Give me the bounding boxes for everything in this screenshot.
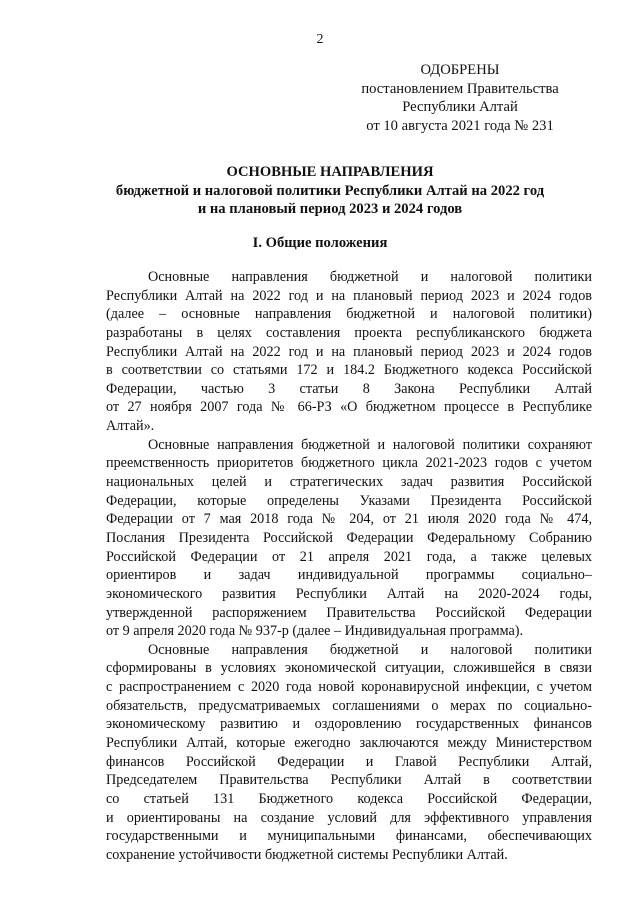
paragraph-line: Федерации, частью 3 статьи 8 Закона Республики Алтай <box>106 380 592 397</box>
paragraph-line: в соответствии со статьями 172 и 184.2 Бюджетного кодекса Российской <box>106 362 592 379</box>
paragraph-line: преемственность приоритетов бюджетного цикла 2021-2023 годов с учетом <box>106 455 592 472</box>
paragraph-line: с распространением с 2020 года новой коронавирусной инфекции, с учетом <box>106 679 592 696</box>
paragraph-line: финансов Российской Федерации и Главой Республики Алтай, <box>106 753 592 770</box>
paragraph-line: со статьей 131 Бюджетного кодекса Российской Федерации, <box>106 790 592 807</box>
paragraph-line: сформированы в условиях экономической ситуации, сложившейся в связи <box>106 660 592 677</box>
paragraph-line: обязательств, предусматриваемых соглашениями о мерах по социально- <box>106 697 592 714</box>
document-title <box>40 163 620 219</box>
approval-stamp <box>330 61 590 135</box>
paragraph-line: Федерации от 7 мая 2018 года № 204, от 21 июля 2020 года № 474, <box>106 511 592 528</box>
paragraph-line: Основные направления бюджетной и налоговой политики сохраняют <box>148 436 592 453</box>
paragraph-line: национальных целей и стратегических задач развития Российской <box>106 474 592 491</box>
paragraph-line: Основные направления бюджетной и налоговой политики <box>148 269 592 285</box>
paragraph-line: экономическому развитию и оздоровлению государственных финансов <box>106 716 592 733</box>
paragraph-line: государственными и муниципальными финансами, обеспечивающих <box>106 828 592 845</box>
paragraph-line: от 27 ноября 2007 года № 66-РЗ «О бюджетном процессе в Республике <box>106 399 592 416</box>
approval-line: ОДОБРЕНЫ <box>420 62 500 78</box>
paragraph-line: и ориентированы на создание условий для эффективного управления <box>106 809 592 826</box>
paragraph-line: Послания Президента Российской Федерации Федеральному Собранию <box>106 529 592 546</box>
paragraph-line: экономического развития Республики Алтай на 2020-2024 годы, <box>106 585 592 602</box>
paragraph-line: утвержденной распоряжением Правительства Российской Федерации <box>106 604 592 621</box>
paragraph-line: Председателем Правительства Республики Алтай в соответствии <box>106 772 592 789</box>
page-number: 2 <box>316 32 324 47</box>
paragraph-line: Алтай». <box>106 418 155 435</box>
title-line: ОСНОВНЫЕ НАПРАВЛЕНИЯ <box>226 164 434 180</box>
paragraph-line: Основные направления бюджетной и налоговой политики <box>148 641 592 658</box>
paragraph-line: сохранение устойчивости бюджетной системы Республики Алтай. <box>106 846 508 863</box>
paragraph-line: Республики Алтай на 2022 год и на плановый период 2023 и 2024 годов <box>106 287 592 304</box>
paragraph-line: (далее – основные направления бюджетной и налоговой политики) <box>106 306 592 323</box>
paragraph-line: разработаны в целях составления проекта республиканского бюджета <box>106 324 592 341</box>
approval-line: постановлением Правительства <box>361 80 559 97</box>
paragraph-line: Республики Алтай, которые ежегодно заключаются между Министерством <box>106 735 592 752</box>
paragraph-line: ориентиров и задач индивидуальной программы социально– <box>106 567 592 584</box>
approval-line: от 10 августа 2021 года № 231 <box>366 117 554 134</box>
body-text <box>106 268 592 865</box>
paragraph-line: Федерации, которые определены Указами Президента Российской <box>106 492 592 509</box>
title-line: и на плановый период 2023 и 2024 годов <box>197 201 463 218</box>
paragraph-line: Российской Федерации от 21 апреля 2021 года, а также целевых <box>106 548 592 565</box>
paragraph-line: Республики Алтай на 2022 год и на плановый период 2023 и 2024 годов <box>106 343 592 360</box>
section-heading: I. Общие положения <box>252 235 388 251</box>
approval-line: Республики Алтай <box>402 99 518 116</box>
paragraph-line: от 9 апреля 2020 года № 937-р (далее – Индивидуальная программа). <box>106 623 524 640</box>
title-line: бюджетной и налоговой политики Республики Алтай на 2022 год <box>115 182 545 199</box>
